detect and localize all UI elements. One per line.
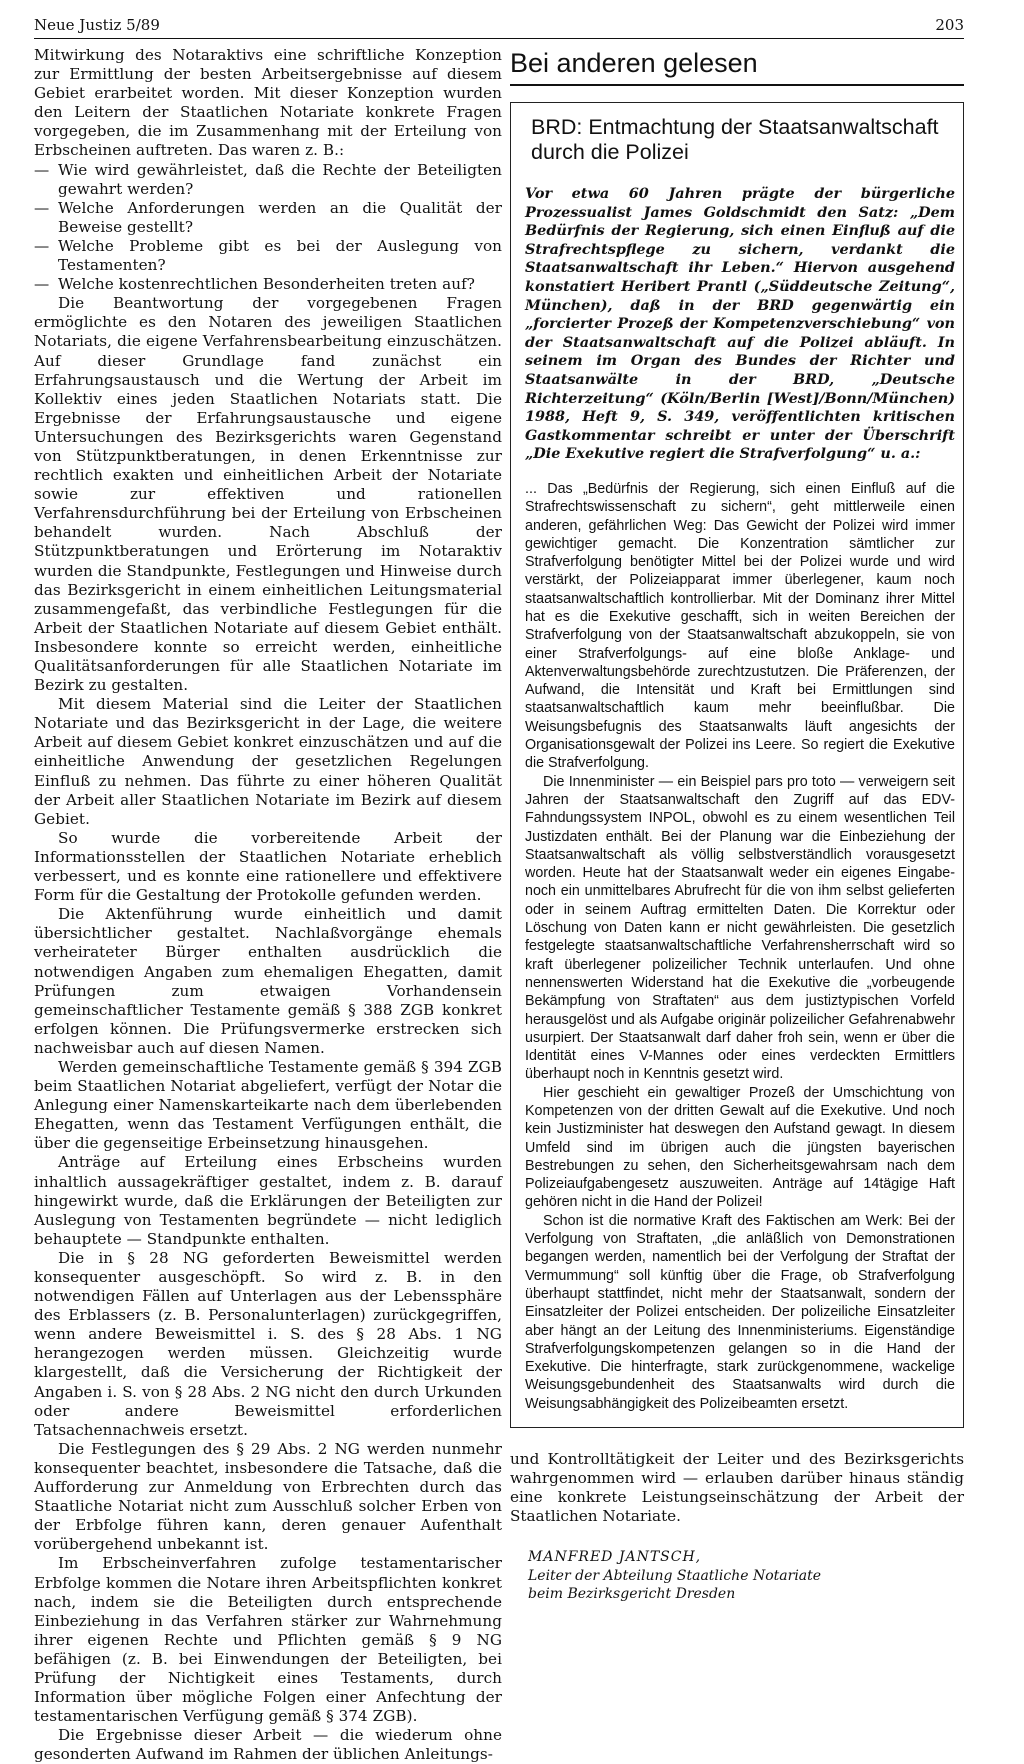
paragraph: Mitwirkung des Notaraktivs eine schriftliche Konzeption zur Ermittlung der besten Arbeitsergebnisse auf diesem Gebiet erarbeitet worden. Mit dieser Konzeption wurden den Leitern der Staatlichen Notariate konkrete Fragen vorgegeben, die im Zusammenhang mit der Erteilung von Erbscheinen auftreten. Das waren z. B.:: [34, 46, 502, 160]
article-quote: [525, 480, 955, 1413]
article-title-line: durch die Polizei: [531, 140, 689, 164]
article-title-line: BRD: Entmachtung der Staatsanwaltschaft: [531, 115, 939, 139]
paragraph: Im Erbscheinverfahren zufolge testamentarischer Erbfolge kommen die Notare ihren Arbeitspflichten konkret nach, indem sie die Beteiligten durch entsprechende Einbeziehung in das Verfahren stärker zur Wahrnehmung ihrer eigenen Rechte und Pflichten gemäß § 9 NG befähigen (z. B. bei Einwendungen der Beteiligten, bei Prüfung der Nichtigkeit eines Testaments, durch Information über mögliche Folgen einer Anfechtung der testamentarischen Verfügung gemäß § 374 ZGB).: [34, 1554, 502, 1726]
author-name: MANFRED JANTSCH,: [528, 1549, 702, 1566]
paragraph: Hier geschieht ein gewaltiger Prozeß der Umschichtung von Kompetenzen von der dritten Gewalt auf die Exekutive. Und noch kein Justizminister hat deswegen den Aufstand gewagt. In diesem Umfeld sind im übrigen auch die jüngsten bayerischen Bestrebungen zu sehen, den Sicherheitsgewahrsam nach dem Polizeiaufgabengesetz auszuweiten. Anträge auf 14tägige Haft gehören nicht in die Hand der Polizei!: [525, 1084, 955, 1211]
paragraph: Die Innenminister — ein Beispiel pars pro toto — verweigern seit Jahren der Staatsanwaltschaft den Zugriff auf das EDV-Fahndungssystem INPOL, obwohl es zu einem wesentlichen Teil Justizdaten enthält. Bei der Planung war die Einbeziehung der Staatsanwaltschaft als völlig selbstverständlich vorausgesetzt worden. Heute hat der Staatsanwalt weder ein eigenes Eingabe- noch ein unmittelbares Abrufrecht für die von ihm selbst gelieferten oder in seinem Auftrag ermittelten Daten. Die Korrektur oder Löschung von Daten kann er nicht gewährleisten. Die gesetzlich festgelegte staatsanwaltschaftliche Verfahrensherrschaft wird so kraft überlegener polizeilicher Technik unterlaufen. Und ohne nennenswerten Widerstand hat die Exekutive die „vorbeugende Bekämpfung von Straftaten“ aus dem justiztypischen Vorfeld herausgelöst und als Aufgabe originär polizeilicher Gefahrenabwehr usurpiert. Der Staatsanwalt darf daher froh sein, wenn er über die Identität eines V-Mannes oder eines verdeckten Ermittlers überhaupt noch in Kenntnis gesetzt wird.: [525, 773, 955, 1083]
author-org: beim Bezirksgericht Dresden: [528, 1586, 736, 1603]
article-title: [531, 115, 955, 165]
paragraph: Die in § 28 NG geforderten Beweismittel werden konsequenter ausgeschöpft. So wird z. B. in den notwendigen Fällen auf Unterlagen aus der Lebenssphäre des Erblassers (z. B. Personalunterlagen) zurückgegriffen, wenn andere Beweismittel i. S. des § 28 Abs. 1 NG herangezogen werden müssen. Gleichzeitig wurde klargestellt, daß die Versicherung der Richtigkeit der Angaben i. S. von § 28 Abs. 2 NG nicht den durch Urkunden oder andere Beweismittel erforderlichen Tatsachennachweis ersetzt.: [34, 1248, 502, 1439]
list-item: — Welche Anforderungen werden an die Qualität der Beweise gestellt?: [34, 199, 502, 237]
paragraph: Mit diesem Material sind die Leiter der Staatlichen Notariate und das Bezirksgericht in der Lage, die weitere Arbeit auf diesem Gebiet konkret einzuschätzen und auf die einheitliche Anwendung der gesetzlichen Regelungen Einfluß zu nehmen. Das führte zu einer höheren Qualität der Arbeit aller Staatlichen Notariate im Bezirk auf diesem Gebiet.: [34, 695, 502, 828]
question-list: [34, 161, 502, 295]
paragraph: Die Ergebnisse dieser Arbeit — die wiederum ohne gesonderten Aufwand im Rahmen der üblichen Anleitungs-: [34, 1726, 502, 1764]
list-item: — Wie wird gewährleistet, daß die Rechte der Beteiligten gewahrt werden?: [34, 161, 502, 199]
paragraph: ... Das „Bedürfnis der Regierung, sich einen Einfluß auf die Strafrechtswissenschaft zu sichern“, geht mittlerweile einen anderen, gefährlichen Weg: Das Gewicht der Polizei wird immer gewichtiger gemacht. Die Konzentration sämtlicher zur Strafverfolgung benötigter Mittel bei der Polizei wurde und wird verstärkt, der Polizeiapparat immer überlegener, kaum noch staatsanwaltschaftlich kontrollierbar. Mit der Dominanz ihrer Mittel hat es die Exekutive geschafft, sich in weiten Bereichen der Strafverfolgung von der Staatsanwaltschaft abzukoppeln, sie von einer Strafverfolgungs- auf eine bloße Anklage- und Aktenverwaltungsbehörde zurechtzustutzen. Die Präferenzen, der Aufwand, die Intensität und Kraft bei Ermittlungen sind staatsanwaltschaftlich kaum mehr beeinflußbar. Die Weisungsbefugnis des Staatsanwalts läuft angesichts der Organisationsgewalt der Polizei ins Leere. So regiert die Exekutive die Strafverfolgung.: [525, 480, 955, 772]
right-column: [510, 46, 964, 1604]
paragraph: Die Aktenführung wurde einheitlich und damit übersichtlicher gestaltet. Nachlaßvorgänge ehemals verheirateter Bürger enthalten ausdrücklich die notwendigen Angaben zum ehemaligen Ehegatten, damit Prüfungen zum etwaigen Vorhandensein gemeinschaftlicher Testamente gemäß § 388 ZGB konkret erfolgen können. Die Prüfungsvermerke erstrecken sich nachweisbar auch auf diesen Namen.: [34, 905, 502, 1057]
paragraph: So wurde die vorbereitende Arbeit der Informationsstellen der Staatlichen Notariate erheblich verbessert, und es konnte eine rationellere und effektivere Form für die Gestaltung der Protokolle gefunden werden.: [34, 828, 502, 905]
list-item: — Welche Probleme gibt es bei der Auslegung von Testamenten?: [34, 237, 502, 275]
page-number: 203: [935, 16, 964, 34]
paragraph: Werden gemeinschaftliche Testamente gemäß § 394 ZGB beim Staatlichen Notariat abgeliefert, verfügt der Notar die Anlegung einer Namenskarteikarte nach dem überlebenden Ehegatten, wenn das Testament Verfügungen enthält, die über die gegenseitige Erbeinsetzung hinausgehen.: [34, 1057, 502, 1153]
section-title: Bei anderen gelesen: [510, 46, 964, 86]
author-block: [528, 1548, 964, 1603]
page-header: [34, 14, 964, 39]
article-lead: Vor etwa 60 Jahren prägte der bürgerliche Prozessualist James Goldschmidt den Satz: „Dem Bedürfnis der Regierung, sich einen Einfluß auf die Strafrechtspflege zu sichern, verdankt die Staatsanwaltschaft ihr Leben.“ Hiervon ausgehend konstatiert Heribert Prantl („Süddeutsche Zeitung“, München), daß in der BRD gegenwärtig ein „forcierter Prozeß der Kompetenzverschiebung“ von der Staatsanwaltschaft auf die Polizei abläuft. In seinem im Organ des Bundes der Richter und Staatsanwälte in der BRD, „Deutsche Richterzeitung“ (Köln/Berlin [West]/Bonn/München) 1988, Heft 9, S. 349, veröffentlichten kritischen Gastkommentar schreibt er unter der Überschrift „Die Exekutive regiert die Strafverfolgung“ u. a.:: [525, 185, 955, 463]
article-box: [510, 102, 964, 1428]
list-item: — Welche kostenrechtlichen Besonderheiten treten auf?: [34, 275, 502, 294]
journal-issue: Neue Justiz 5/89: [34, 16, 160, 34]
left-column: [34, 46, 502, 1764]
paragraph: Schon ist die normative Kraft des Faktischen am Werk: Bei der Verfolgung von Straftaten, „die anläßlich von Demonstrationen begangen werden, namentlich bei der Verfolgung der Straftat der Vermummung“ soll künftig über die Frage, ob Strafverfolgung überhaupt stattfindet, nicht mehr der Staatsanwalt, sondern der Einsatzleiter der Polizei entscheiden. Der polizeiliche Einsatzleiter aber hängt an der Leitung des Innenministeriums. Eigenständige Strafverfolgungskompetenzen gelangen so in die Hand der Exekutive. Die hinterfragte, stark zurückgenommene, wackelige Weisungsgebundenheit des Staatsanwalts wird durch die Weisungsabhängigkeit des Polizeibeamten ersetzt.: [525, 1212, 955, 1412]
continuation-paragraph: und Kontrolltätigkeit der Leiter und des Bezirksgerichts wahrgenommen wird — erlauben darüber hinaus ständig eine konkrete Leistungseinschätzung der Arbeit der Staatlichen Notariate.: [510, 1450, 964, 1526]
paragraph: Die Festlegungen des § 29 Abs. 2 NG werden nunmehr konsequenter beachtet, insbesondere die Tatsache, daß die Aufforderung zur Anmeldung von Erbrechten durch das Staatliche Notariat nicht zum Ausschluß solcher Erben von der Erbfolge führen kann, deren genauer Aufenthalt vorübergehend unbekannt ist.: [34, 1439, 502, 1554]
paragraph: Die Beantwortung der vorgegebenen Fragen ermöglichte es den Notaren des jeweiligen Staatlichen Notariats, die eigene Verfahrensbearbeitung einzuschätzen. Auf dieser Grundlage fand zunächst ein Erfahrungsaustausch und die Wertung der Arbeit im Kollektiv eines jeden Staatlichen Notariats statt. Die Ergebnisse der Erfahrungsaustausche und eigene Untersuchungen des Bezirksgerichts waren Gegenstand von Stützpunktberatungen, in denen Erkenntnisse zur rechtlich exakten und einheitlichen Arbeit der Notariate sowie zur effektiven und rationellen Verfahrensdurchführung bei der Erteilung von Erbscheinen behandelt wurden. Nach Abschluß der Stützpunktberatungen und Erörterung im Notaraktiv wurden die Standpunkte, Festlegungen und Hinweise durch das Bezirksgericht in einem einheitlichen Leitungsmaterial zusammengefaßt, das verbindliche Festlegungen für die Arbeit der Staatlichen Notariate auf diesem Gebiet enthält. Insbesondere konnte so erreicht werden, einheitliche Qualitätsanforderungen für alle Staatlichen Notariate im Bezirk zu gestalten.: [34, 294, 502, 695]
paragraph: Anträge auf Erteilung eines Erbscheins wurden inhaltlich aussagekräftiger gestaltet, indem z. B. darauf hingewirkt wurde, daß die Erklärungen der Beteiligten zur Auslegung von Testamenten begründete — nicht lediglich behauptete — Standpunkte enthalten.: [34, 1153, 502, 1248]
author-role: Leiter der Abteilung Staatliche Notariate: [528, 1567, 822, 1584]
